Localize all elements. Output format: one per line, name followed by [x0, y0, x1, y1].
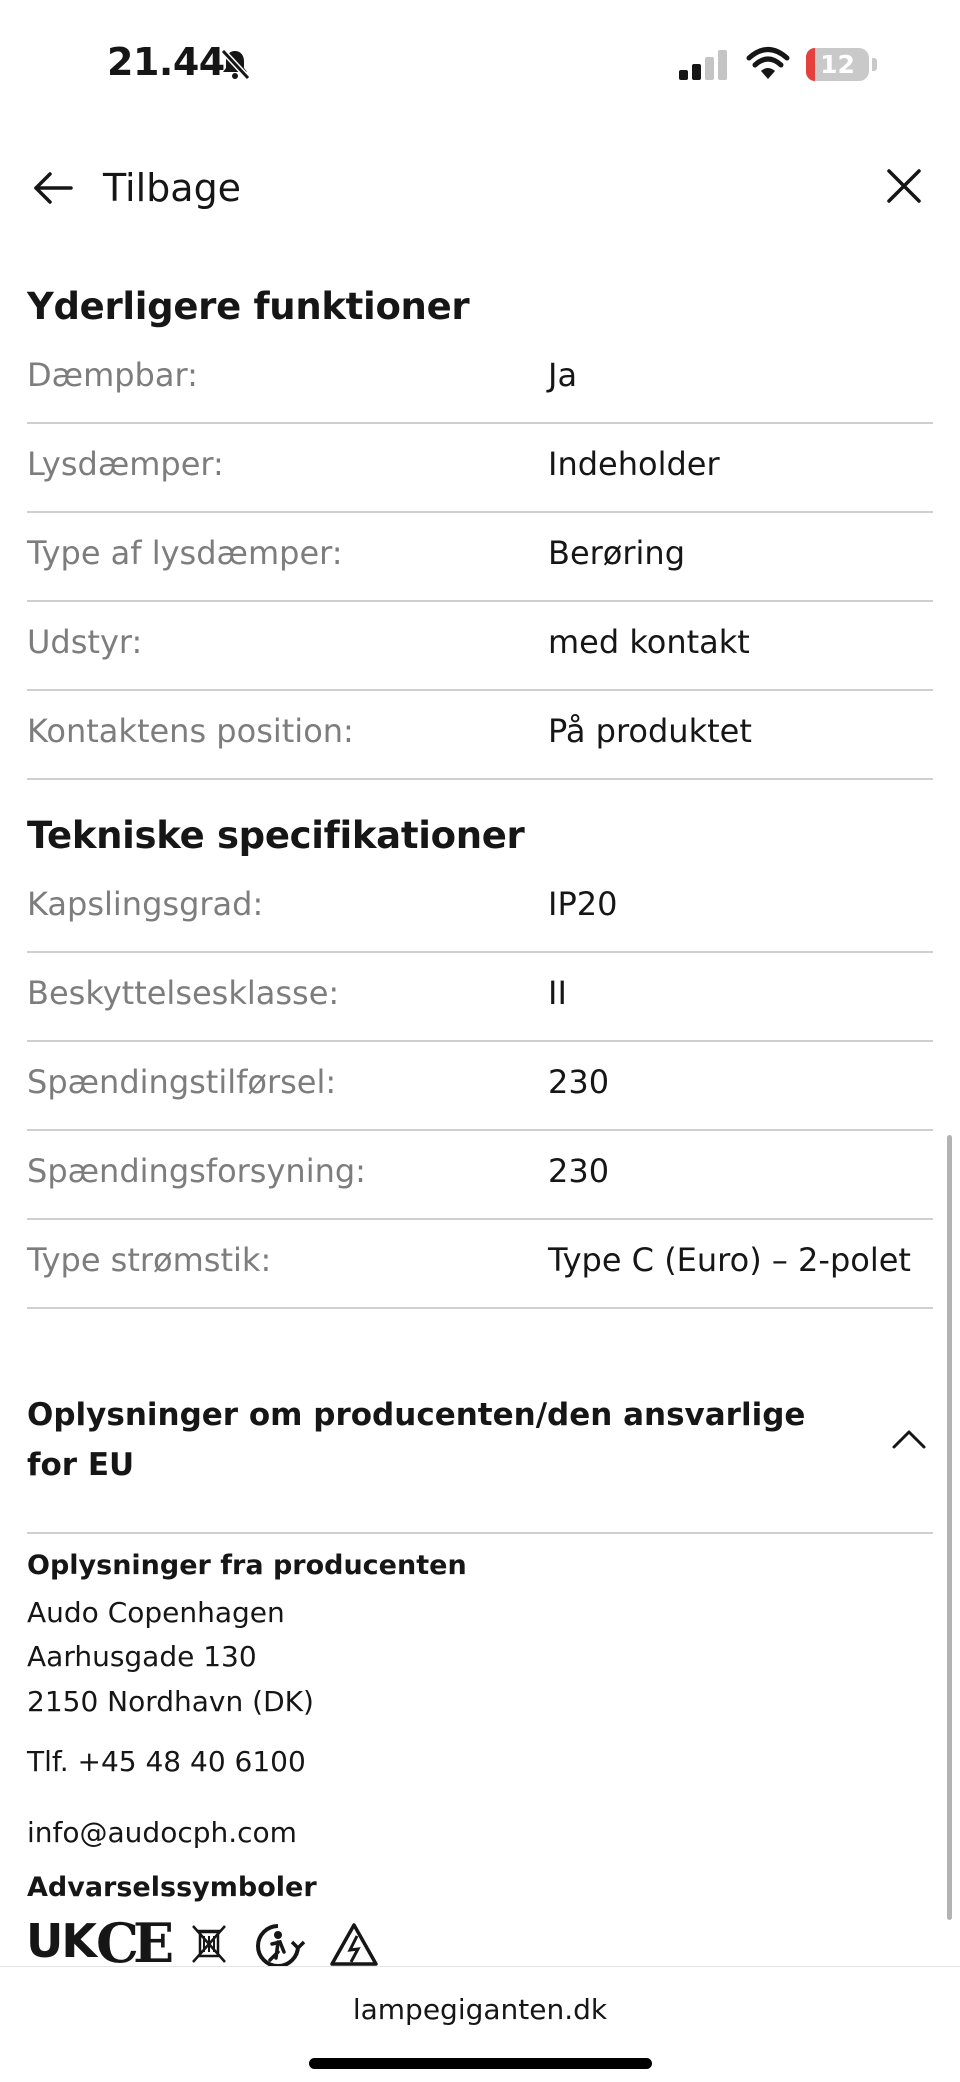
recycling-person-icon: [248, 1922, 308, 1966]
spec-row: [27, 691, 933, 780]
spec-table-technical-specs: [27, 864, 933, 1309]
section-title-additional-features: Yderligere funktioner: [27, 285, 470, 328]
section-title-technical-specs: Tekniske specifikationer: [27, 814, 525, 857]
producer-accordion-header[interactable]: [27, 1390, 933, 1534]
spec-value: Berøring: [548, 534, 686, 572]
producer-street: Aarhusgade 130: [27, 1640, 257, 1673]
bell-muted-icon: [218, 47, 252, 81]
spec-row: [27, 1131, 933, 1220]
producer-phone-link[interactable]: Tlf. +45 48 40 6100: [27, 1745, 306, 1778]
spec-value: 230: [548, 1063, 610, 1101]
battery-icon: [806, 48, 869, 81]
spec-label: Type af lysdæmper:: [27, 534, 343, 572]
spec-row: [27, 953, 933, 1042]
spec-row: [27, 602, 933, 691]
warning-symbols-row: [26, 1918, 426, 1966]
chevron-up-icon[interactable]: [891, 1428, 927, 1450]
wifi-icon: [746, 46, 790, 80]
spec-table-additional-features: [27, 335, 933, 780]
spec-value: Type C (Euro) – 2-polet: [548, 1241, 911, 1279]
spec-value: II: [548, 974, 567, 1012]
producer-accordion-title: Oplysninger om producenten/den ansvarlige for EU: [27, 1397, 806, 1483]
spec-label: Spændingsforsyning:: [27, 1152, 366, 1190]
close-icon[interactable]: [886, 168, 922, 204]
spec-value: Ja: [548, 356, 578, 394]
back-arrow-icon[interactable]: [33, 168, 73, 208]
crossed-out-bin-icon: [189, 1922, 229, 1966]
spec-row: [27, 335, 933, 424]
url-text[interactable]: lampegiganten.dk: [352, 1993, 608, 2026]
spec-label: Beskyttelsesklasse:: [27, 974, 340, 1012]
spec-value: IP20: [548, 885, 618, 923]
status-bar: [0, 0, 960, 130]
warning-symbols-heading: Advarselssymboler: [27, 1872, 317, 1903]
electric-hazard-icon: [329, 1922, 379, 1966]
spec-label: Type strømstik:: [27, 1241, 272, 1279]
back-button[interactable]: Tilbage: [103, 166, 242, 210]
spec-row: [27, 424, 933, 513]
spec-label: Lysdæmper:: [27, 445, 224, 483]
scrollbar[interactable]: [947, 1135, 952, 1920]
producer-name: Audo Copenhagen: [27, 1596, 285, 1629]
spec-row: [27, 1042, 933, 1131]
spec-label: Udstyr:: [27, 623, 143, 661]
home-indicator[interactable]: [309, 2058, 652, 2069]
ukca-mark-icon: UK: [26, 1918, 95, 1966]
spec-row: [27, 513, 933, 602]
spec-value: 230: [548, 1152, 610, 1190]
browser-address-bar[interactable]: [0, 1966, 960, 2082]
producer-city: 2150 Nordhavn (DK): [27, 1685, 314, 1718]
spec-value: Indeholder: [548, 445, 720, 483]
producer-email-link[interactable]: info@audocph.com: [27, 1816, 297, 1849]
spec-value: På produktet: [548, 712, 752, 750]
battery-level: 12: [820, 50, 855, 79]
battery-cap: [872, 58, 877, 71]
ce-mark-icon: CE: [96, 1918, 169, 1966]
status-time: 21.44: [107, 40, 225, 84]
spec-label: Spændingstilførsel:: [27, 1063, 337, 1101]
spec-row: [27, 864, 933, 953]
spec-label: Kapslingsgrad:: [27, 885, 264, 923]
producer-info-heading: Oplysninger fra producenten: [27, 1550, 467, 1581]
spec-label: Kontaktens position:: [27, 712, 354, 750]
spec-label: Dæmpbar:: [27, 356, 198, 394]
spec-row: [27, 1220, 933, 1309]
cellular-signal-icon: [679, 50, 731, 80]
spec-value: med kontakt: [548, 623, 750, 661]
